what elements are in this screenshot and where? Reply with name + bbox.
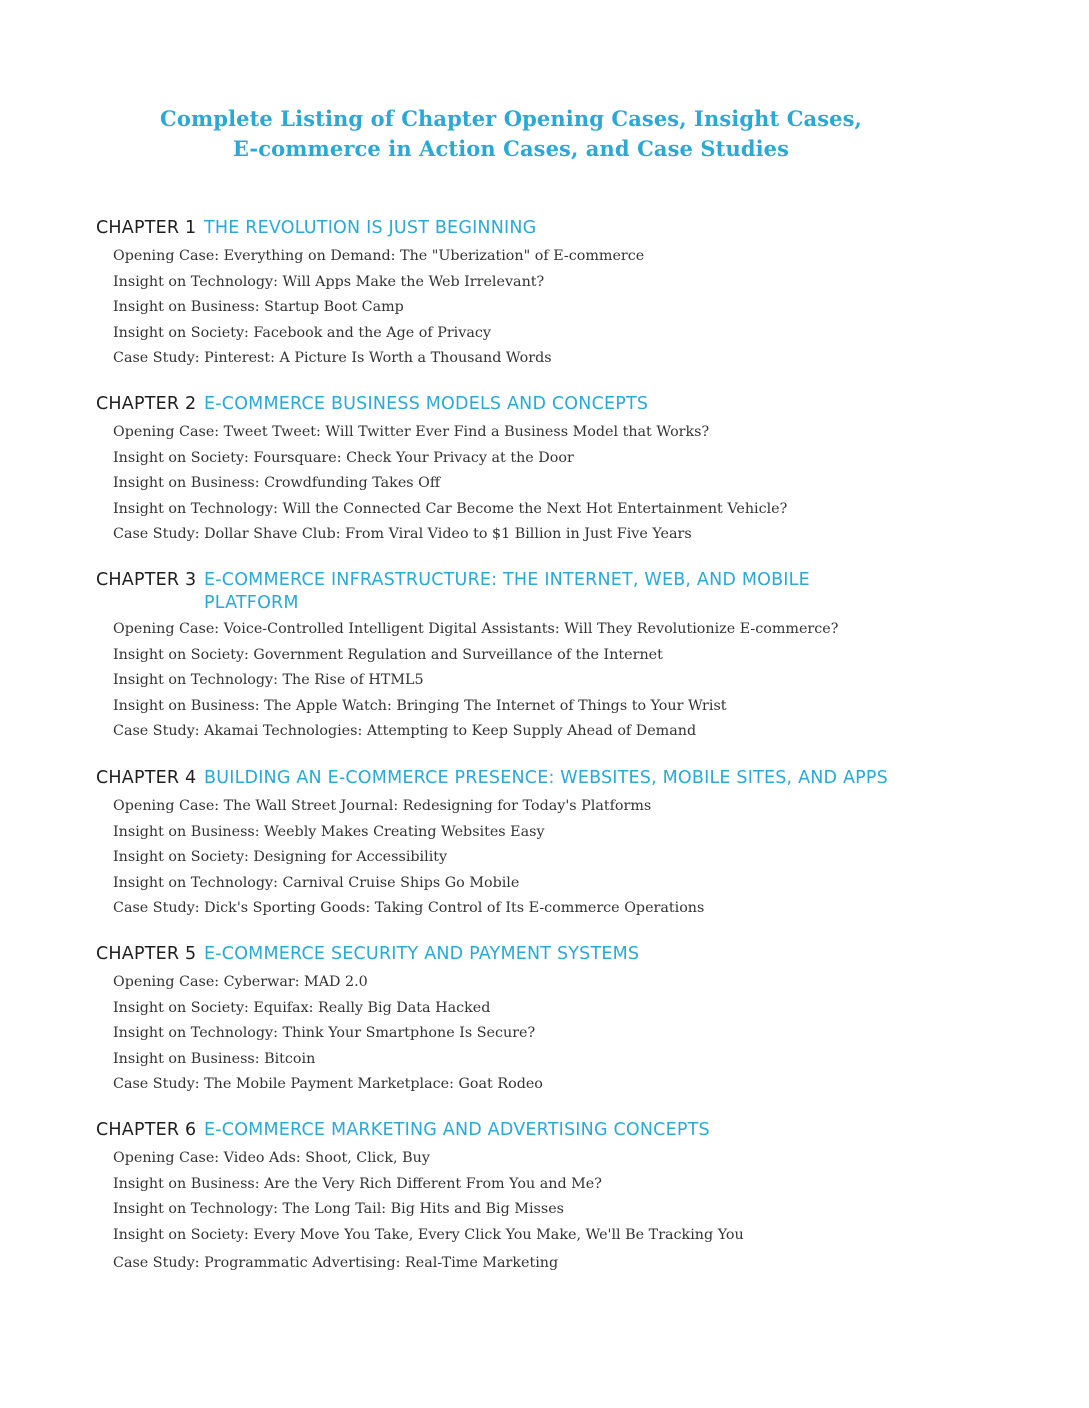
case-item: Case Study: Dick's Sporting Goods: Taking Control of Its E-commerce Operations bbox=[113, 900, 705, 917]
case-item: Insight on Society: Foursquare: Check Your Privacy at the Door bbox=[113, 449, 574, 466]
case-list bbox=[96, 970, 976, 1098]
chapter-label: CHAPTER 3 bbox=[96, 570, 197, 590]
case-item: Opening Case: Tweet Tweet: Will Twitter Ever Find a Business Model that Works? bbox=[113, 424, 710, 440]
chapter-heading bbox=[96, 569, 976, 615]
chapter-heading bbox=[96, 1119, 976, 1142]
chapter-title: E-COMMERCE SECURITY AND PAYMENT SYSTEMS bbox=[204, 944, 640, 964]
case-item: Insight on Business: The Apple Watch: Bringing The Internet of Things to Your Wrist bbox=[113, 697, 727, 714]
chapter-label: CHAPTER 4 bbox=[96, 768, 197, 788]
case-item: Insight on Technology: Think Your Smartphone Is Secure? bbox=[113, 1025, 536, 1042]
case-item: Insight on Business: Startup Boot Camp bbox=[113, 299, 404, 316]
case-list bbox=[96, 420, 976, 548]
case-item: Case Study: Akamai Technologies: Attempting to Keep Supply Ahead of Demand bbox=[113, 723, 697, 740]
chapter-section-2 bbox=[96, 393, 976, 548]
chapter-title: E-COMMERCE BUSINESS MODELS AND CONCEPTS bbox=[204, 394, 649, 414]
case-item: Insight on Technology: The Rise of HTML5 bbox=[113, 672, 424, 689]
chapter-section-4 bbox=[96, 767, 976, 922]
chapter-section-3 bbox=[96, 569, 976, 745]
case-item: Insight on Society: Facebook and the Age of Privacy bbox=[113, 324, 491, 341]
case-item: Insight on Technology: Will the Connected Car Become the Next Hot Entertainment Vehicle? bbox=[113, 500, 788, 517]
chapter-label: CHAPTER 5 bbox=[96, 944, 197, 964]
case-item: Insight on Society: Designing for Accessibility bbox=[113, 849, 448, 866]
chapter-title: THE REVOLUTION IS JUST BEGINNING bbox=[204, 218, 537, 238]
case-item: Case Study: The Mobile Payment Marketplace: Goat Rodeo bbox=[113, 1076, 543, 1093]
page-title bbox=[0, 104, 1022, 164]
case-item: Insight on Society: Every Move You Take, Every Click You Make, We'll Be Tracking You bbox=[113, 1226, 744, 1243]
chapter-title: E-COMMERCE MARKETING AND ADVERTISING CONCEPTS bbox=[204, 1120, 710, 1140]
case-item: Insight on Technology: Will Apps Make the Web Irrelevant? bbox=[113, 273, 545, 290]
case-item: Case Study: Pinterest: A Picture Is Worth a Thousand Words bbox=[113, 350, 552, 367]
chapter-title: E-COMMERCE INFRASTRUCTURE: THE INTERNET, WEB, AND MOBILE PLATFORM bbox=[204, 570, 810, 613]
case-item: Insight on Technology: Carnival Cruise Ships Go Mobile bbox=[113, 874, 520, 891]
case-item: Insight on Business: Weebly Makes Creating Websites Easy bbox=[113, 823, 545, 840]
case-item: Opening Case: Everything on Demand: The "Uberization" of E-commerce bbox=[113, 248, 645, 264]
case-item: Insight on Society: Equifax: Really Big Data Hacked bbox=[113, 999, 491, 1016]
case-item: Opening Case: Cyberwar: MAD 2.0 bbox=[113, 974, 368, 990]
case-item: Insight on Business: Crowdfunding Takes Off bbox=[113, 475, 441, 492]
chapter-heading bbox=[96, 393, 976, 416]
case-item: Insight on Business: Bitcoin bbox=[113, 1050, 316, 1067]
chapter-section-1 bbox=[96, 217, 976, 372]
case-list bbox=[96, 617, 976, 745]
chapter-heading bbox=[96, 943, 976, 966]
chapter-section-5 bbox=[96, 943, 976, 1098]
case-list bbox=[96, 794, 976, 922]
case-item: Insight on Technology: The Long Tail: Big Hits and Big Misses bbox=[113, 1201, 565, 1218]
page-title-line-1: Complete Listing of Chapter Opening Cases, Insight Cases, bbox=[160, 106, 862, 131]
case-list bbox=[96, 244, 976, 372]
chapter-section-6 bbox=[96, 1119, 976, 1278]
chapter-label: CHAPTER 1 bbox=[96, 218, 197, 238]
case-item: Case Study: Dollar Shave Club: From Viral Video to $1 Billion in Just Five Years bbox=[113, 526, 692, 543]
chapter-label: CHAPTER 6 bbox=[96, 1120, 197, 1140]
page-title-line-2: E-commerce in Action Cases, and Case Studies bbox=[232, 136, 790, 161]
chapter-label: CHAPTER 2 bbox=[96, 394, 197, 414]
chapter-heading bbox=[96, 767, 976, 790]
case-item: Insight on Business: Are the Very Rich Different From You and Me? bbox=[113, 1175, 602, 1192]
case-item: Case Study: Programmatic Advertising: Real-Time Marketing bbox=[113, 1255, 559, 1272]
case-list bbox=[96, 1146, 976, 1278]
case-item: Opening Case: The Wall Street Journal: Redesigning for Today's Platforms bbox=[113, 798, 652, 814]
case-item: Opening Case: Video Ads: Shoot, Click, Buy bbox=[113, 1150, 430, 1166]
chapter-heading bbox=[96, 217, 976, 240]
chapter-title: BUILDING AN E-COMMERCE PRESENCE: WEBSITES, MOBILE SITES, AND APPS bbox=[204, 768, 888, 788]
case-item: Insight on Society: Government Regulation and Surveillance of the Internet bbox=[113, 646, 663, 663]
case-item: Opening Case: Voice-Controlled Intelligent Digital Assistants: Will They Revolutionize E-commerce? bbox=[113, 621, 839, 637]
